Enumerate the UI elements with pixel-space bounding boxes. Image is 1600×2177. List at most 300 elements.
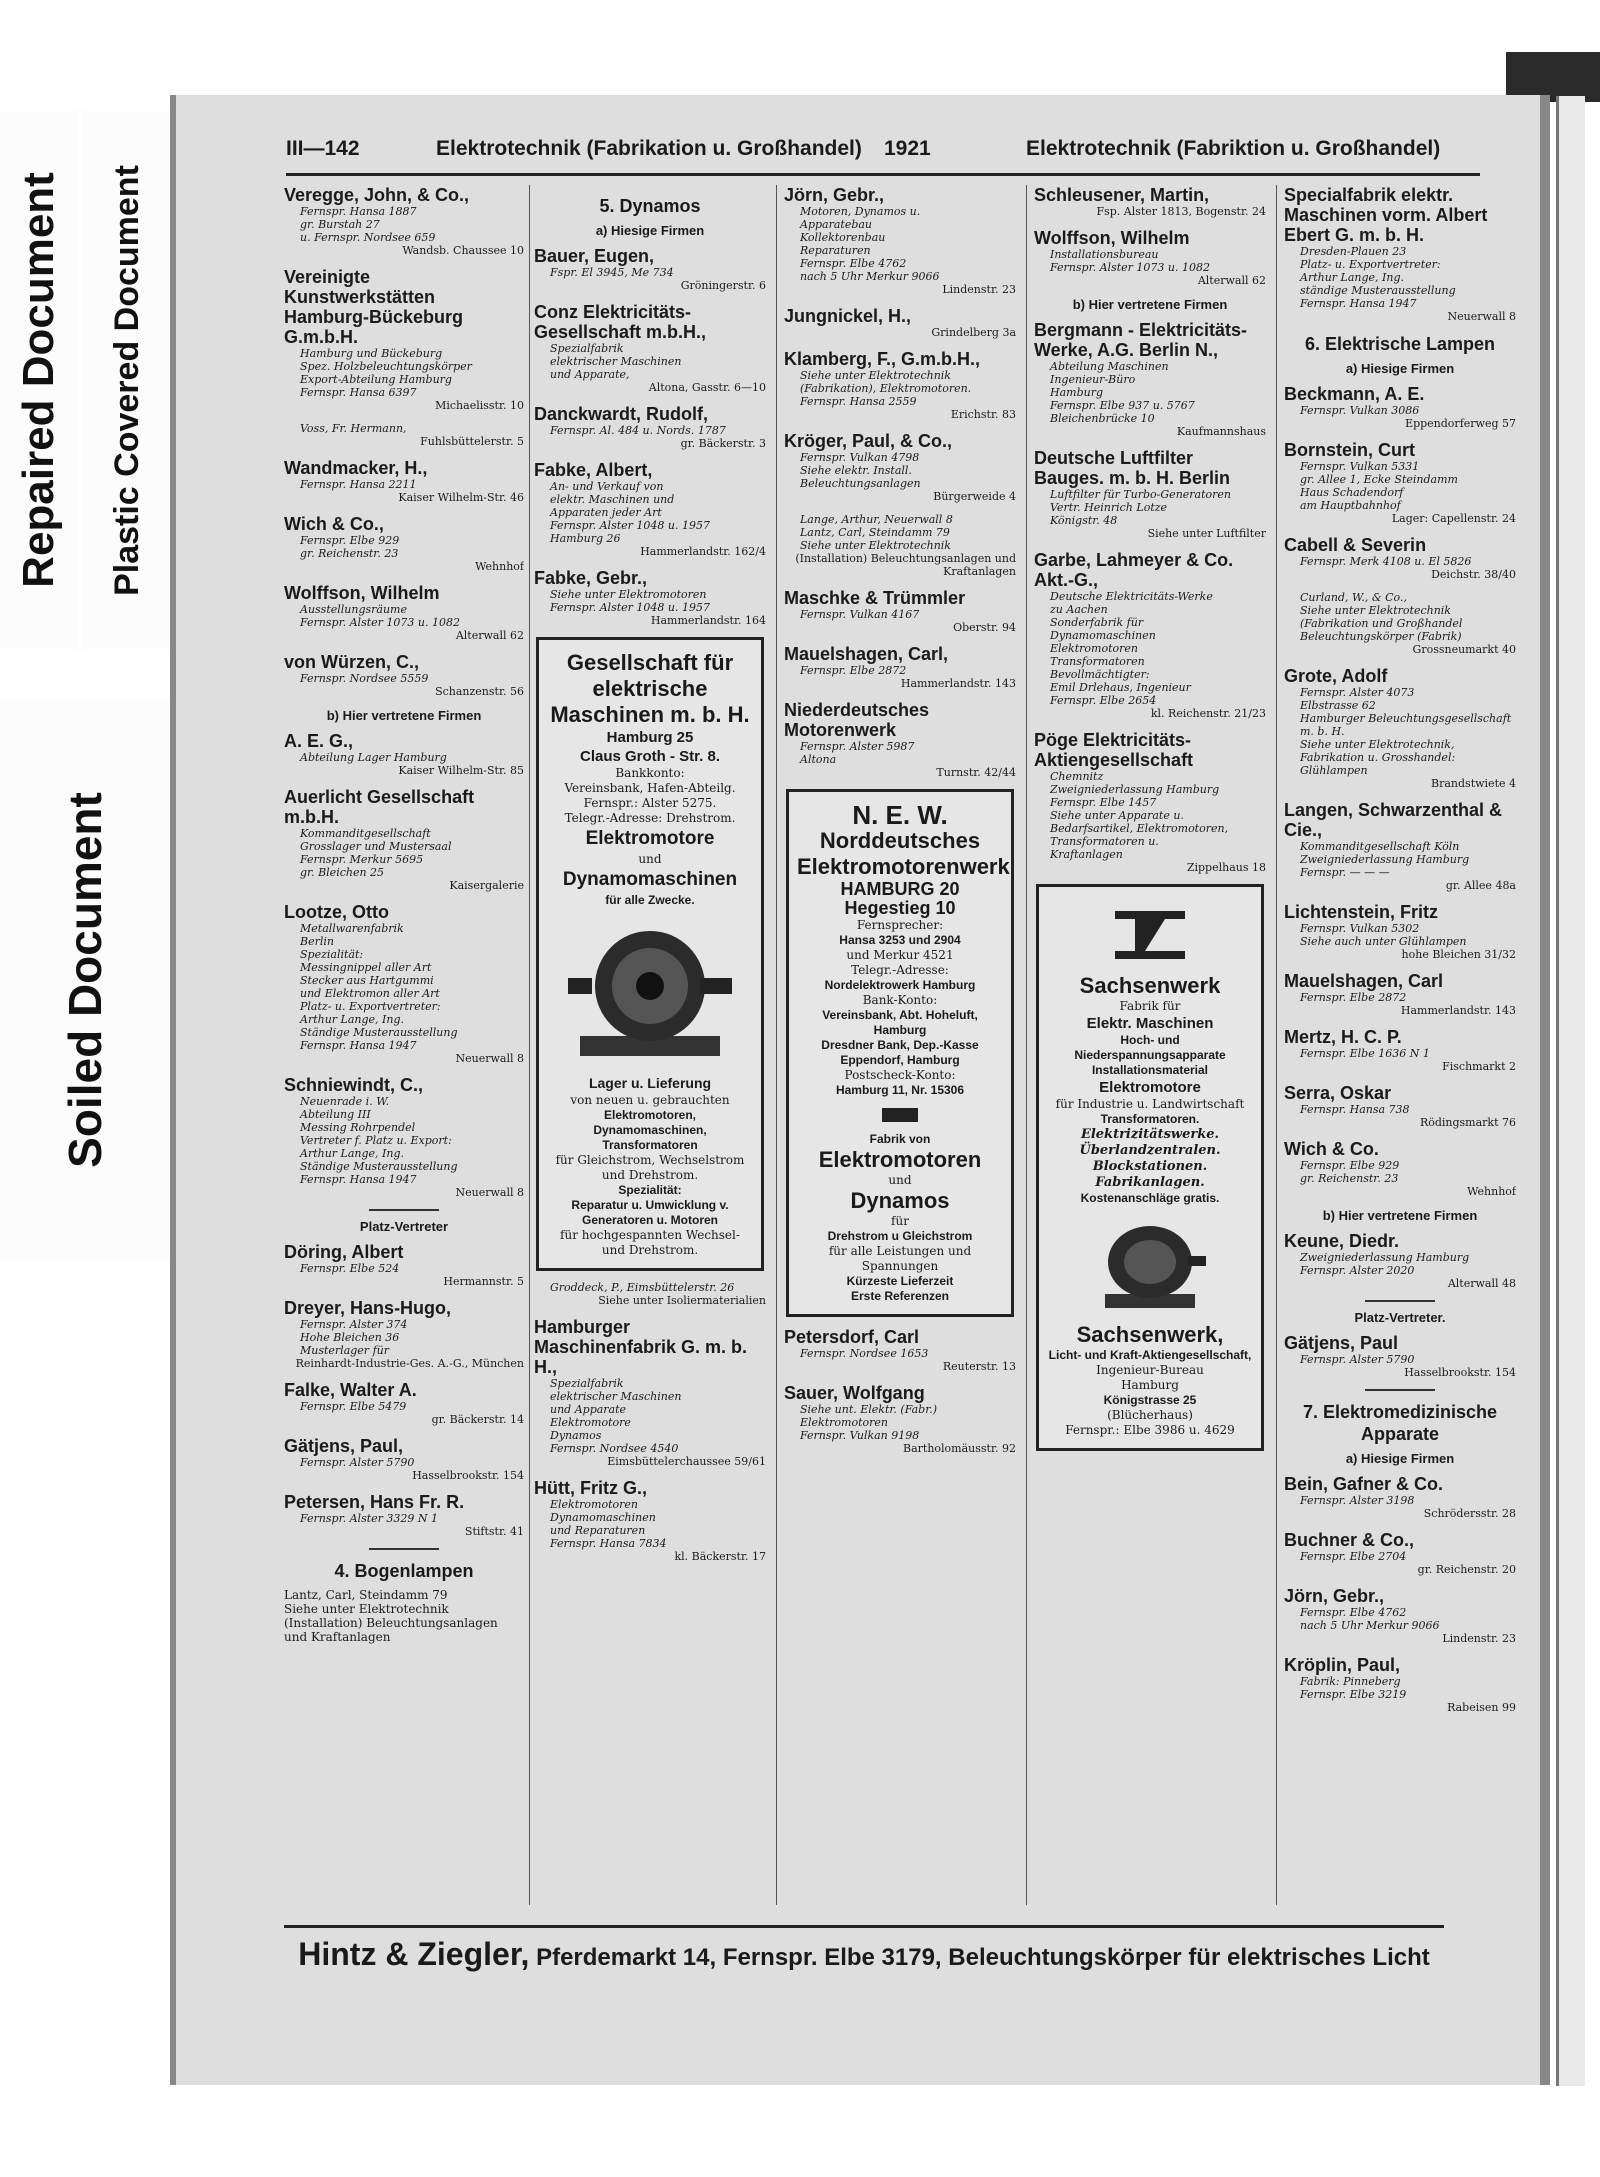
listing-line: Bürgerweide 4 — [933, 490, 1016, 503]
listing-entry — [284, 422, 524, 448]
listing-line: Alterwall 62 — [455, 629, 524, 642]
listing-line: und Reparaturen — [550, 1524, 646, 1537]
listing-line: Abteilung Lager Hamburg — [300, 751, 447, 764]
listing-entry — [1284, 591, 1516, 656]
listing-line: Hamburg und Bückeburg — [300, 347, 443, 360]
listing-line: Fernspr. Alster 374 — [300, 1318, 408, 1331]
listing-name: Gätjens, Paul — [1284, 1333, 1399, 1353]
listing-name: Conz Elektricitäts-Gesellschaft m.b.H., — [534, 302, 707, 342]
listing-name: Auerlicht Gesellschaft m.b.H. — [284, 787, 475, 827]
listing-entry — [1284, 1655, 1516, 1714]
listing-line: Emil Drlehaus, Ingenieur — [1050, 681, 1191, 694]
ad-text: für hochgespannten Wechsel- und Drehstrom. — [560, 1228, 740, 1257]
listing-name: Beckmann, A. E. — [1284, 384, 1425, 404]
ad-text: für alle Zwecke. — [605, 893, 695, 907]
listing-name: Langen, Schwarzenthal & Cie., — [1284, 800, 1503, 840]
ad-text: Dresdner Bank, Dep.-Kasse Eppendorf, Hamburg — [821, 1038, 979, 1067]
ad-text: Fabrikanlagen. — [1095, 1175, 1205, 1190]
listing-line: Fernspr. Al. 484 u. Nords. 1787 — [550, 424, 726, 437]
listing-line: Fernspr. Alster 4073 — [1300, 686, 1415, 699]
listing-line: und Elektromon aller Art — [300, 987, 440, 1000]
text-line: Siehe unter Elektrotechnik — [284, 1602, 449, 1616]
listing-entry — [1284, 971, 1516, 1017]
listing-line: Kollektorenbau — [800, 231, 886, 244]
listing-line: Fernspr. Elbe 4762 — [1300, 1606, 1407, 1619]
listing-line: kl. Bäckerstr. 17 — [674, 1550, 766, 1563]
ad-text: Elektrizitätswerke. — [1080, 1127, 1220, 1142]
listing-line: Fernspr. Nordsee 5559 — [300, 672, 429, 685]
listing-line: Zweigniederlassung Hamburg — [1050, 783, 1220, 796]
listing-name: Wolffson, Wilhelm — [284, 583, 440, 603]
listing-line: und Apparate — [550, 1403, 627, 1416]
listing-name: Schleusener, Martin, — [1034, 185, 1210, 205]
listing-line: Alterwall 48 — [1447, 1277, 1516, 1290]
divider-rule — [1365, 1300, 1435, 1302]
listing-entry — [284, 1298, 524, 1370]
listing-entry — [284, 267, 524, 412]
ad-text: Spezialität: — [618, 1183, 682, 1197]
sachsenwerk-logo-icon — [1105, 905, 1195, 965]
listing-entry — [784, 700, 1016, 779]
listing-entry — [284, 902, 524, 1065]
subheading: b) Hier vertretene Firmen — [326, 708, 482, 723]
listing-line: Siehe unter Apparate u. — [1050, 809, 1184, 822]
listing-line: Hermannstr. 5 — [443, 1275, 524, 1288]
listing-name: Niederdeutsches Motorenwerk — [784, 700, 930, 740]
listing-line: Reparaturen — [800, 244, 871, 257]
listing-line: Berlin — [300, 935, 334, 948]
listing-line: gr. Bleichen 25 — [300, 866, 385, 879]
listing-line: Motoren, Dynamos u. — [800, 205, 921, 218]
listing-entry — [1284, 1333, 1516, 1379]
listing-line: Fernspr. Elbe 2872 — [800, 664, 907, 677]
listing-entry — [284, 1436, 524, 1482]
listing-line: Altona, Gasstr. 6—10 — [648, 381, 766, 394]
listing-line: Ständige Musterausstellung — [300, 1026, 458, 1039]
column-divider — [1026, 185, 1027, 1905]
listing-line: Siehe elektr. Install. — [800, 464, 912, 477]
listing-line: Apparaten jeder Art — [550, 506, 662, 519]
ad-text: Lager u. Lieferung — [588, 1075, 712, 1091]
listing-line: Lantz, Carl, Steindamm 79 — [800, 526, 950, 539]
listing-entry — [284, 1380, 524, 1426]
listing-line: Wehnhof — [1467, 1185, 1516, 1198]
listing-name: Mertz, H. C. P. — [1284, 1027, 1402, 1047]
listing-entry — [784, 1327, 1016, 1373]
listing-line: Vertreter f. Platz u. Export: — [300, 1134, 452, 1147]
listing-line: Wehnhof — [475, 560, 524, 573]
listing-line: Fernspr. Nordsee 1653 — [800, 1347, 929, 1360]
listing-line: elektr. Maschinen und — [550, 493, 675, 506]
listing-entry — [534, 404, 766, 450]
listing-name: Vereinigte Kunstwerkstätten Hamburg-Bückeburg G.m.b.H. — [284, 267, 464, 347]
listing-line: Stecker aus Hartgummi — [300, 974, 434, 987]
listing-line: Fernspr. Alster 1073 u. 1082 — [300, 616, 460, 629]
listing-line: Siehe unt. Elektr. (Fabr.) — [800, 1403, 938, 1416]
header-left-title: Elektrotechnik (Fabrikation u. Großhandel) — [436, 137, 862, 160]
listing-entry — [534, 302, 766, 394]
listing-line: Fernspr. Vulkan 3086 — [1300, 404, 1420, 417]
listing-line: Siehe unter Elektrotechnik — [800, 539, 951, 552]
column-divider — [776, 185, 777, 1905]
listing-line: Fernspr. Elbe 3219 — [1300, 1688, 1407, 1701]
plastic-covered-label: Plastic Covered Document — [82, 110, 172, 650]
footer-text: Pferdemarkt 14, Fernspr. Elbe 3179, Beleuchtungskörper für elektrisches Licht — [536, 1944, 1430, 1971]
listing-line: Zippelhaus 18 — [1186, 861, 1266, 874]
listing-line: gr. Reichenstr. 20 — [1417, 1563, 1516, 1576]
listing-entry — [1284, 902, 1516, 961]
ad-text: Hansa 3253 und 2904 — [839, 933, 961, 947]
listing-line: Beleuchtungskörper (Fabrik) — [1300, 630, 1462, 643]
listing-line: elektrischer Maschinen — [550, 1390, 682, 1403]
listing-line: Chemnitz — [1050, 770, 1104, 783]
listing-line: nach 5 Uhr Merkur 9066 — [1300, 1619, 1440, 1632]
listing-line: Abteilung Maschinen — [1050, 360, 1169, 373]
listing-line: Rödingsmarkt 76 — [1419, 1116, 1516, 1129]
listing-line: Fernspr. Hansa 1887 — [300, 205, 417, 218]
listing-entry — [784, 306, 1016, 339]
listing-line: Hamburg 26 — [550, 532, 621, 545]
divider-rule — [369, 1209, 439, 1211]
listing-line: Siehe auch unter Glühlampen — [1300, 935, 1467, 948]
listing-name: Veregge, John, & Co., — [284, 185, 470, 205]
listing-line: Oberstr. 94 — [953, 621, 1016, 634]
advertisement-gesellschaft — [536, 637, 764, 1271]
ad-text: Niederspannungsapparate — [1074, 1048, 1226, 1062]
listing-line: Fernspr. Alster 5790 — [1300, 1353, 1415, 1366]
listing-entry — [284, 731, 524, 777]
listing-entry — [1034, 228, 1266, 287]
listing-line: Export-Abteilung Hamburg — [300, 373, 452, 386]
ad-text: von neuen u. gebrauchten — [570, 1093, 730, 1107]
listing-line: Fernspr. Merk 4108 u. El 5826 — [1300, 555, 1472, 568]
listing-entry — [784, 1383, 1016, 1455]
listing-line: Abteilung III — [300, 1108, 371, 1121]
listing-name: Buchner & Co., — [1284, 1530, 1415, 1550]
listing-line: Glühlampen — [1300, 764, 1368, 777]
footer-advertisement — [284, 1925, 1444, 1973]
listing-name: Deutsche Luftfilter Bauges. m. b. H. Berlin — [1034, 448, 1231, 488]
listing-line: Fernspr. Hansa 738 — [1300, 1103, 1410, 1116]
listing-name: Bergmann - Elektricitäts-Werke, A.G. Berlin N., — [1034, 320, 1248, 360]
listing-name: Keune, Diedr. — [1284, 1231, 1400, 1251]
subheading: a) Hiesige Firmen — [1345, 1451, 1455, 1466]
listing-name: Bein, Gafner & Co. — [1284, 1474, 1444, 1494]
subheading: b) Hier vertretene Firmen — [1322, 1208, 1478, 1223]
envelope-icon — [880, 1106, 920, 1124]
ad-text: Drehstrom u Gleichstrom — [827, 1229, 973, 1243]
listing-entry — [284, 583, 524, 642]
listing-line: Fernspr. Hansa 6397 — [300, 386, 417, 399]
ad-text: Fabrik von — [869, 1132, 931, 1146]
listing-line: Bedarfsartikel, Elektromotoren, — [1050, 822, 1229, 835]
listing-line: Erichstr. 83 — [950, 408, 1016, 421]
listing-line: Ausstellungsräume — [300, 603, 407, 616]
listing-line: Metallwarenfabrik — [300, 922, 404, 935]
listing-entry — [284, 458, 524, 504]
listing-line: Spezialfabrik — [550, 1377, 624, 1390]
listing-entry — [1284, 800, 1516, 892]
ad-text: Claus Groth - Str. 8. — [579, 748, 721, 765]
listing-entry — [1034, 448, 1266, 540]
listing-entry — [284, 1242, 524, 1288]
listing-name: Jungnickel, H., — [784, 306, 912, 326]
listing-entry — [1284, 384, 1516, 430]
listing-name: Klamberg, F., G.m.b.H., — [784, 349, 981, 369]
listing-entry — [534, 1281, 766, 1307]
ad-text: und Merkur 4521 — [846, 948, 954, 962]
listing-line: Hamburger Beleuchtungsgesellschaft m. b. H. — [1300, 712, 1512, 738]
listing-line: Fspr. El 3945, Me 734 — [550, 266, 674, 279]
listing-name: Fabke, Albert, — [534, 460, 653, 480]
listing-line: Hasselbrookstr. 154 — [1404, 1366, 1516, 1379]
listing-line: Eppendorferweg 57 — [1405, 417, 1516, 430]
listing-line: Fernspr. Elbe 2704 — [1300, 1550, 1407, 1563]
ad-title: N. E. W. — [852, 800, 948, 830]
ad-text: Telegr.-Adresse: Drehstrom. — [564, 811, 736, 825]
ad-text: für Gleichstrom, Wechselstrom und Drehstrom. — [555, 1153, 745, 1182]
listing-line: Schrödersstr. 28 — [1423, 1507, 1516, 1520]
listing-line: Installationsbureau — [1050, 248, 1159, 261]
listing-name: Sauer, Wolfgang — [784, 1383, 925, 1403]
listing-name: Wolffson, Wilhelm — [1034, 228, 1190, 248]
ad-text: Fabrik für — [1119, 999, 1181, 1013]
listing-line: Michaelisstr. 10 — [435, 399, 524, 412]
listing-name: Lichtenstein, Fritz — [1284, 902, 1439, 922]
listing-line: Messingnippel aller Art — [300, 961, 432, 974]
listing-line: Grossneumarkt 40 — [1412, 643, 1516, 656]
listing-line: Zweigniederlassung Hamburg — [1300, 1251, 1470, 1264]
listing-line: Transformatoren — [1050, 655, 1145, 668]
listing-name: Bornstein, Curt — [1284, 440, 1416, 460]
listing-name: Pöge Elektricitäts-Aktiengesellschaft — [1034, 730, 1194, 770]
listing-entry — [284, 652, 524, 698]
listing-line: Groddeck, P., Eimsbüttelerstr. 26 — [550, 1281, 735, 1294]
listing-line: Elbstrasse 62 — [1300, 699, 1376, 712]
listing-line: kl. Reichenstr. 21/23 — [1150, 707, 1266, 720]
listing-line: Musterlager für — [300, 1344, 389, 1357]
listing-line: hohe Bleichen 31/32 — [1401, 948, 1516, 961]
listing-entry — [1284, 1139, 1516, 1198]
listing-line: Hasselbrookstr. 154 — [412, 1469, 524, 1482]
listing-line: Fernspr. Alster 1073 u. 1082 — [1050, 261, 1210, 274]
listing-entry — [534, 1317, 766, 1468]
section-heading: 7. Elektromedizinische Apparate — [1302, 1402, 1498, 1444]
column-3 — [784, 185, 1016, 1905]
listing-line: Hamburg — [1050, 386, 1104, 399]
listing-line: Hammerlandstr. 143 — [1400, 1004, 1516, 1017]
ad-text: Ingenieur-Bureau — [1096, 1363, 1204, 1377]
listing-name: Schniewindt, C., — [284, 1075, 424, 1095]
directory-page — [170, 95, 1550, 2085]
listing-line: Transformatoren u. — [1050, 835, 1159, 848]
ad-text: Hamburg 25 — [606, 729, 694, 746]
listing-name: Garbe, Lahmeyer & Co. Akt.-G., — [1034, 550, 1234, 590]
page-header — [286, 137, 1480, 176]
listing-line: Neuenrade i. W. — [300, 1095, 390, 1108]
ad-text: Hegestieg 10 — [844, 898, 956, 918]
listing-entry — [1284, 1083, 1516, 1129]
listing-entry — [784, 185, 1016, 296]
listing-line: gr. Allee 1, Ecke Steindamm — [1300, 473, 1458, 486]
listing-line: Fernspr. Elbe 937 u. 5767 — [1050, 399, 1195, 412]
listing-line: Deutsche Elektricitäts-Werke — [1050, 590, 1213, 603]
listing-line: Elektromotore — [550, 1416, 631, 1429]
listing-line: Lindenstr. 23 — [942, 283, 1016, 296]
listing-line: Fernspr. Vulkan 4798 — [800, 451, 920, 464]
listing-line: Fernspr. Elbe 1457 — [1050, 796, 1157, 809]
listing-line: Neuerwall 8 — [455, 1052, 524, 1065]
ad-text: (Blücherhaus) — [1107, 1408, 1193, 1422]
listing-line: (Fabrikation), Elektromotoren. — [800, 382, 972, 395]
listing-line: Arthur Lange, Ing. — [300, 1147, 405, 1160]
listing-line: Vertr. Heinrich Lotze — [1050, 501, 1168, 514]
listing-line: Siehe unter Isoliermaterialien — [598, 1294, 766, 1307]
listing-line: Lindenstr. 23 — [1442, 1632, 1516, 1645]
listing-entry — [784, 431, 1016, 503]
ad-text: Nordelektrowerk Hamburg — [824, 978, 976, 992]
listing-line: Kaiser Wilhelm-Str. 85 — [398, 764, 524, 777]
listing-line: gr. Burstah 27 — [300, 218, 380, 231]
listing-name: Wich & Co. — [1284, 1139, 1379, 1159]
listing-entry — [534, 568, 766, 627]
listing-line: Voss, Fr. Hermann, — [300, 422, 407, 435]
listing-line: Dynamomaschinen — [550, 1511, 656, 1524]
listing-line: Fuhlsbüttelerstr. 5 — [420, 435, 524, 448]
listing-name: Hamburger Maschinenfabrik G. m. b. H., — [534, 1317, 748, 1377]
listing-name: Jörn, Gebr., — [784, 185, 885, 205]
listing-line: zu Aachen — [1050, 603, 1108, 616]
ad-title: Sachsenwerk — [1079, 973, 1221, 998]
ad-text: Bank-Konto: — [862, 993, 938, 1007]
ad-text: Königstrasse 25 — [1103, 1393, 1197, 1407]
listing-line: Fernspr. Elbe 4762 — [800, 257, 907, 270]
listing-line: Fischmarkt 2 — [1442, 1060, 1516, 1073]
ad-text: und — [888, 1173, 912, 1187]
ad-text: Bankkonto: — [615, 766, 685, 780]
listing-name: Döring, Albert — [284, 1242, 404, 1262]
dynamo-machine-illustration — [560, 916, 740, 1066]
ad-text: Postscheck-Konto: — [844, 1068, 956, 1082]
listing-line: Hammerlandstr. 143 — [900, 677, 1016, 690]
listing-line: Fernspr. Alster 1048 u. 1957 — [550, 519, 710, 532]
listing-line: Elektromotoren — [800, 1416, 888, 1429]
listing-line: Fernspr. Nordsee 4540 — [550, 1442, 679, 1455]
listing-name: Maschke & Trümmler — [784, 588, 966, 608]
listing-name: Mauelshagen, Carl — [1284, 971, 1444, 991]
listing-line: gr. Bäckerstr. 3 — [680, 437, 766, 450]
listing-entry — [1284, 666, 1516, 790]
footer-firm: Hintz & Ziegler, — [298, 1936, 530, 1972]
listing-line: Dynamos — [550, 1429, 602, 1442]
ad-text: für alle Leistungen und Spannungen — [828, 1244, 972, 1273]
listing-line: Fernspr. Elbe 929 — [1300, 1159, 1400, 1172]
ad-title: Norddeutsches Elektromotorenwerk — [797, 828, 1010, 879]
ad-text: Blockstationen. — [1092, 1159, 1208, 1174]
listing-entry — [784, 644, 1016, 690]
listing-line: Ingenieur-Büro — [1050, 373, 1136, 386]
listing-line: Neuerwall 8 — [1447, 310, 1516, 323]
listing-entry — [1284, 440, 1516, 525]
section-text — [284, 1588, 524, 1644]
listing-line: Fernspr. Hansa 2211 — [300, 478, 417, 491]
listing-line: Fernspr. Vulkan 5302 — [1300, 922, 1420, 935]
listing-name: Dreyer, Hans-Hugo, — [284, 1298, 452, 1318]
listing-line: Siehe unter Luftfilter — [1147, 527, 1266, 540]
listing-line: Kaisergalerie — [449, 879, 524, 892]
listing-line: Hammerlandstr. 164 — [650, 614, 766, 627]
listing-name: Gätjens, Paul, — [284, 1436, 404, 1456]
text-line: Lantz, Carl, Steindamm 79 — [284, 1588, 448, 1602]
listing-name: Serra, Oskar — [1284, 1083, 1392, 1103]
listing-line: Fernspr. Elbe 5479 — [300, 1400, 407, 1413]
listing-line: Reuterstr. 13 — [942, 1360, 1016, 1373]
listing-line: Grosslager und Mustersaal — [300, 840, 452, 853]
listing-name: Lootze, Otto — [284, 902, 389, 922]
listing-line: Siehe unter Elektrotechnik, Fabrikation u. Grosshandel: — [1300, 738, 1456, 764]
advertisement-sachsenwerk — [1036, 884, 1264, 1451]
listing-entry — [284, 1075, 524, 1199]
listing-name: Kröplin, Paul, — [1284, 1655, 1401, 1675]
listing-line: Spez. Holzbeleuchtungskörper — [300, 360, 472, 373]
listing-line: Fernspr. Elbe 2654 — [1050, 694, 1157, 707]
ad-text: Überlandzentralen. — [1079, 1143, 1221, 1158]
listing-line: Sonderfabrik für — [1050, 616, 1144, 629]
header-year: 1921 — [884, 137, 931, 160]
listing-line: Kaiser Wilhelm-Str. 46 — [398, 491, 524, 504]
listing-line: Lager: Capellenstr. 24 — [1391, 512, 1516, 525]
section-heading: 6. Elektrische Lampen — [1304, 334, 1496, 354]
column-1 — [284, 185, 524, 1905]
listing-name: Fabke, Gebr., — [534, 568, 648, 588]
listing-line: Stiftstr. 41 — [464, 1525, 524, 1538]
ad-text: HAMBURG 20 — [840, 879, 960, 899]
listing-line: Messing Rohrpendel — [300, 1121, 416, 1134]
subheading: Platz-Vertreter — [359, 1219, 449, 1234]
listing-line: Spezialfabrik — [550, 342, 624, 355]
listing-line: Lange, Arthur, Neuerwall 8 — [800, 513, 953, 526]
listing-line: Spezialität: — [300, 948, 364, 961]
ad-heading: Elektromotoren — [818, 1147, 982, 1172]
listing-line: Fernspr. Alster 5790 — [300, 1456, 415, 1469]
listing-line: Platz- u. Exportvertreter: — [1300, 258, 1441, 271]
listing-line: Fernspr. Alster 3198 — [1300, 1494, 1415, 1507]
listing-line: Fernspr. — — — — [1300, 866, 1390, 879]
listing-line: Fernspr. Vulkan 4167 — [800, 608, 920, 621]
listing-entry — [1284, 1474, 1516, 1520]
listing-line: Kraftanlagen — [1050, 848, 1123, 861]
ad-text: Fernspr.: Alster 5275. — [583, 796, 717, 810]
text-line: (Installation) Beleuchtungsanlagen und Kraftanlagen — [284, 1616, 498, 1644]
listing-line: Bevollmächtigter: — [1050, 668, 1150, 681]
listing-entry — [284, 185, 524, 257]
listing-line: Hammerlandstr. 162/4 — [640, 545, 766, 558]
listing-line: Arthur Lange, Ing. — [1300, 271, 1405, 284]
listing-line: gr. Reichenstr. 23 — [300, 547, 399, 560]
listing-name: Mauelshagen, Carl, — [784, 644, 949, 664]
listing-line: Rabeisen 99 — [1447, 1701, 1516, 1714]
listing-name: von Würzen, C., — [284, 652, 419, 672]
listing-line: Turnstr. 42/44 — [936, 766, 1016, 779]
listing-entry — [1284, 1530, 1516, 1576]
listing-line: Elektromotoren — [550, 1498, 638, 1511]
ad-text: Vereinsbank, Hafen-Abteilg. — [564, 781, 736, 795]
listing-line: gr. Allee 48a — [1445, 879, 1516, 892]
listing-line: Dresden-Plauen 23 — [1300, 245, 1407, 258]
listing-line: Fsp. Alster 1813, Bogenstr. 24 — [1096, 205, 1266, 218]
ad-title: Gesellschaft für elektrische Maschinen m. b. H. — [550, 650, 750, 727]
subheading: a) Hiesige Firmen — [595, 223, 705, 238]
